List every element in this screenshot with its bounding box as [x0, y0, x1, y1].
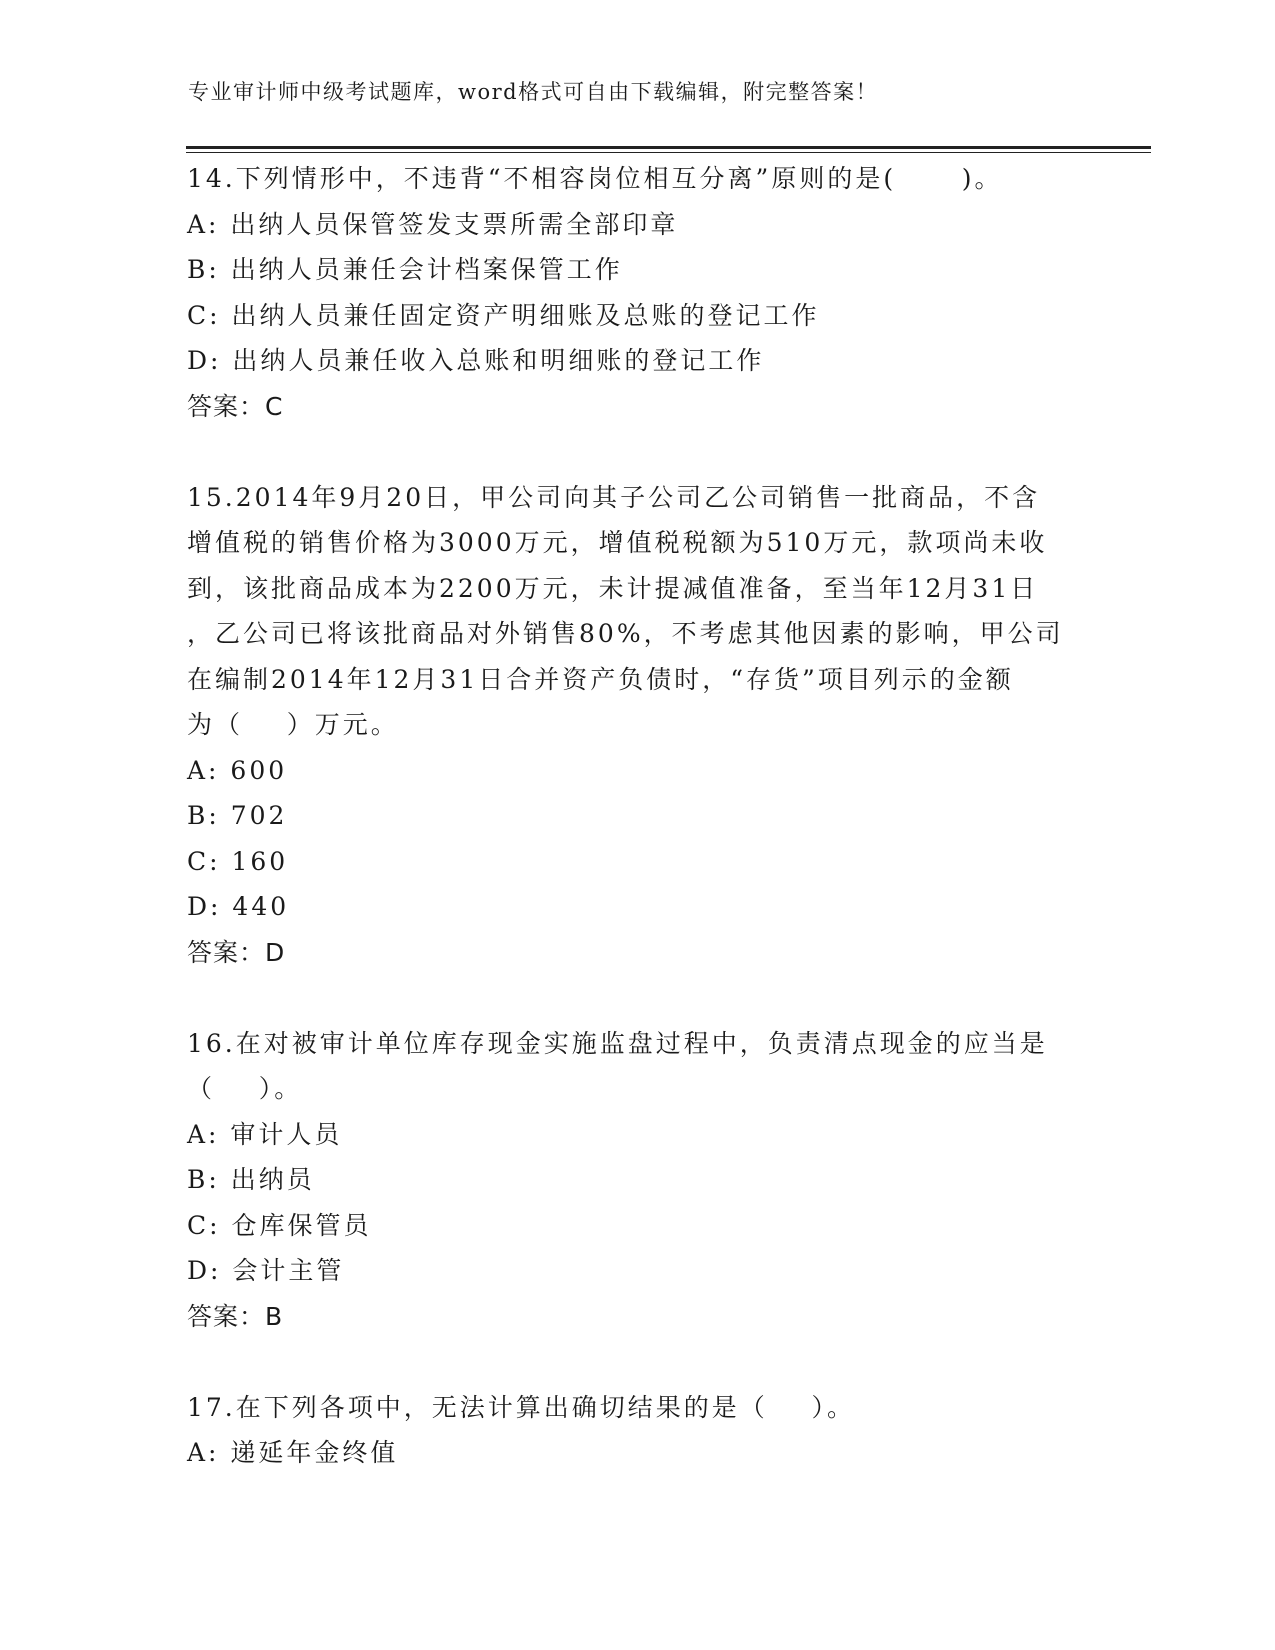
question-14: [187, 156, 1087, 429]
question-stem-line: 到，该批商品成本为2200万元，未计提减值准备，至当年12月31日: [187, 573, 1039, 603]
option-c: C: 仓库保管员: [187, 1210, 372, 1240]
question-stem-line: ，乙公司已将该批商品对外销售80%，不考虑其他因素的影响，甲公司: [187, 619, 1064, 648]
answer-line: 答案：C: [187, 391, 284, 421]
question-15: [187, 475, 1087, 976]
question-list: [187, 156, 1087, 1476]
option-a: A: 600: [187, 755, 288, 785]
question-17: [187, 1385, 1087, 1476]
page-header: 专业审计师中级考试题库，word格式可自由下载编辑，附完整答案！: [188, 80, 879, 104]
option-b: B: 702: [187, 801, 288, 830]
answer-line: 答案：D: [187, 937, 286, 967]
option-d: D: 440: [187, 892, 290, 921]
answer-line: 答案：B: [187, 1301, 284, 1331]
question-stem-line: 14.下列情形中，不违背“不相容岗位相互分离”原则的是( )。: [187, 164, 1003, 193]
option-a: A: 递延年金终值: [187, 1438, 399, 1467]
option-c: C: 160: [187, 846, 289, 876]
option-b: B: 出纳员: [187, 1165, 315, 1194]
header-rule-thick: [186, 146, 1151, 149]
option-a: A: 出纳人员保管签发支票所需全部印章: [187, 209, 679, 239]
question-stem-line: 为（ ）万元。: [187, 710, 399, 739]
option-b: B: 出纳人员兼任会计档案保管工作: [187, 255, 623, 284]
question-stem-line: 在编制2014年12月31日合并资产负债时，“存货”项目列示的金额: [187, 664, 1014, 694]
question-stem-line: 15.2014年9月20日，甲公司向其子公司乙公司销售一批商品，不含: [187, 482, 1041, 512]
option-d: D: 出纳人员兼任收入总账和明细账的登记工作: [187, 346, 765, 375]
option-a: A: 审计人员: [187, 1119, 343, 1149]
question-stem-line: 17.在下列各项中，无法计算出确切结果的是（ ）。: [187, 1392, 856, 1422]
option-c: C: 出纳人员兼任固定资产明细账及总账的登记工作: [187, 300, 820, 330]
question-stem-line: 16.在对被审计单位库存现金实施监盘过程中，负责清点现金的应当是: [187, 1028, 1048, 1058]
header-rule-thin: [186, 152, 1151, 153]
question-stem-line: 增值税的销售价格为3000万元，增值税税额为510万元，款项尚未收: [187, 528, 1048, 557]
option-d: D: 会计主管: [187, 1256, 345, 1285]
question-stem-line: （ ）。: [187, 1074, 303, 1103]
question-16: [187, 1021, 1087, 1340]
